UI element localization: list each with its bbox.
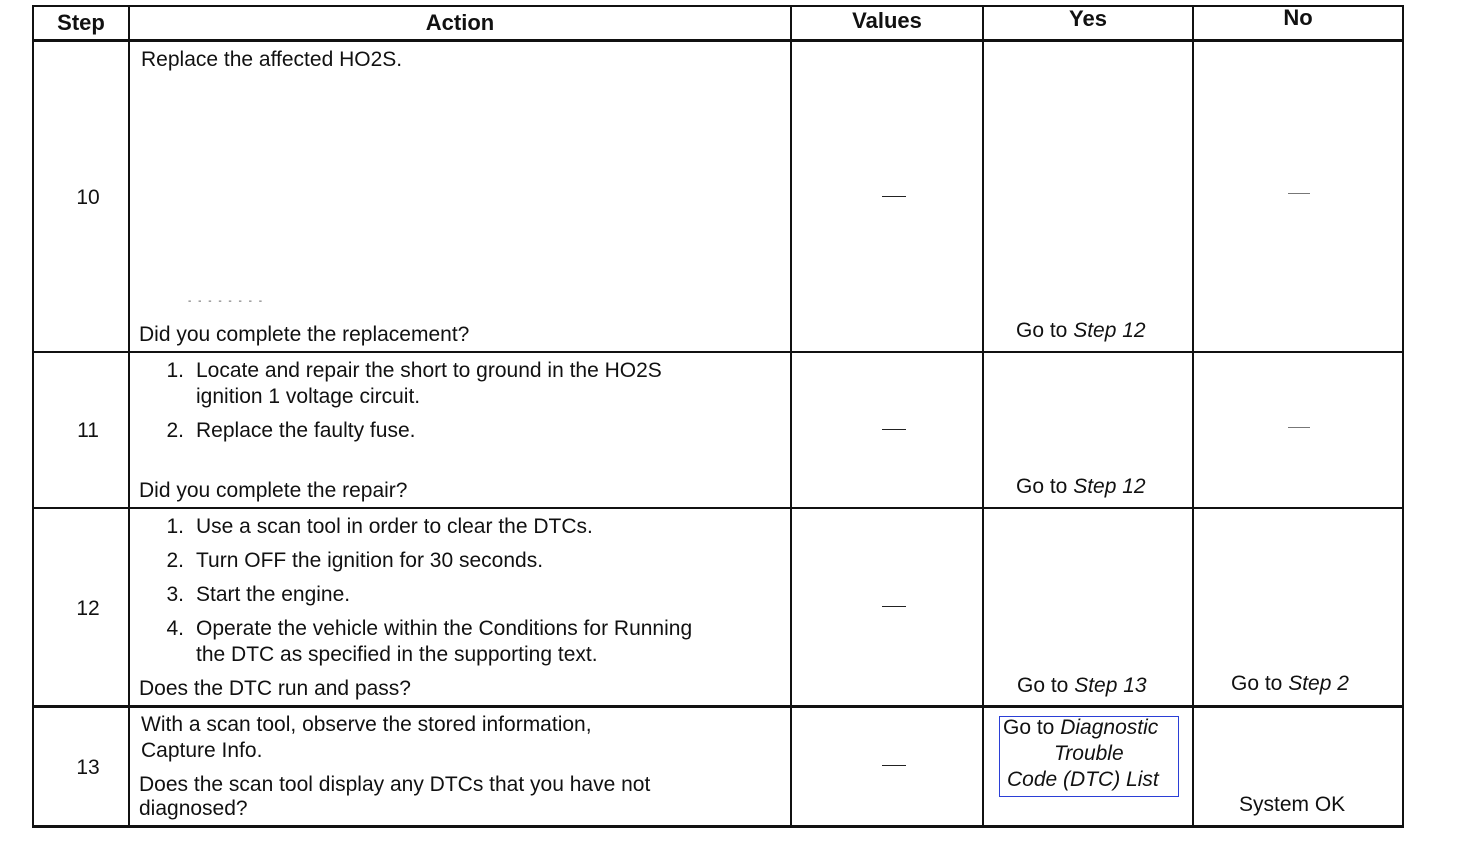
row-13-question-line-2: diagnosed? (139, 797, 248, 820)
values-yes-divider (982, 5, 984, 828)
row-10-question: Did you complete the replacement? (139, 323, 470, 346)
row-10-action: Replace the affected HO2S. (141, 48, 403, 71)
row-11-question: Did you complete the repair? (139, 479, 408, 502)
row-12-item-3-line-1: Start the engine. (196, 583, 351, 606)
row-12-values-dash (882, 606, 906, 607)
row-13-yes-line-1: Go to Diagnostic (1003, 716, 1159, 739)
row-12-step: 12 (76, 597, 100, 620)
row-13-yes-line-3: Code (DTC) List (1007, 768, 1159, 791)
header-step: Step (57, 10, 105, 35)
row-10-yes-link[interactable]: Step 12 (1073, 319, 1146, 342)
row-13-question-line-1: Does the scan tool display any DTCs that you have not (139, 773, 651, 796)
row-12-no: Go to Step 2 (1231, 672, 1349, 695)
row-13-step: 13 (76, 756, 100, 779)
row-12-item-4-num: 4. (166, 617, 184, 640)
row-12-item-2-line-1: Turn OFF the ignition for 30 seconds. (196, 549, 544, 572)
row-13-yes-line-2: Trouble (1054, 742, 1124, 765)
row-13-action-line-2: Capture Info. (141, 739, 263, 762)
row-10-yes: Go to Step 12 (1016, 319, 1146, 342)
row-11-item-1-num: 1. (166, 359, 184, 382)
table-bottom-border (32, 825, 1404, 828)
row-12-yes-link[interactable]: Step 13 (1074, 674, 1147, 697)
row-11-item-2-num: 2. (166, 419, 184, 442)
header-values: Values (852, 8, 922, 33)
header-action: Action (425, 10, 495, 35)
row-12-yes: Go to Step 13 (1017, 674, 1147, 697)
scan-artifact: - - - - - - - - (188, 296, 265, 307)
row-12-question: Does the DTC run and pass? (139, 677, 411, 700)
header-yes: Yes (1069, 6, 1107, 31)
row-11-item-1-line-1: Locate and repair the short to ground in the HO2S (196, 359, 662, 382)
header-bottom-border (32, 39, 1404, 42)
row-13-values-dash (882, 765, 906, 766)
yes-no-divider (1192, 5, 1194, 828)
row-11-bottom-border (32, 507, 1404, 509)
row-11-item-1-line-2: ignition 1 voltage circuit. (196, 385, 421, 408)
row-10-values-dash (882, 196, 906, 197)
table-right-border (1402, 5, 1404, 828)
row-10-no-dash (1288, 193, 1310, 194)
row-13-no: System OK (1239, 793, 1346, 816)
row-13-action-line-1: With a scan tool, observe the stored information, (141, 713, 592, 736)
row-10-bottom-border (32, 351, 1404, 353)
header-no: No (1283, 5, 1313, 30)
row-12-no-link[interactable]: Step 2 (1288, 672, 1349, 695)
row-11-values-dash (882, 429, 906, 430)
row-11-no-dash (1288, 427, 1310, 428)
step-action-divider (128, 5, 130, 828)
row-12-item-3-num: 3. (166, 583, 184, 606)
row-12-item-4-line-2: the DTC as specified in the supporting text. (196, 643, 598, 666)
table-left-border (32, 5, 34, 828)
row-12-item-1-line-1: Use a scan tool in order to clear the DTCs. (196, 515, 593, 538)
row-12-bottom-border (32, 705, 1404, 708)
row-12-item-2-num: 2. (166, 549, 184, 572)
row-11-item-2-line-1: Replace the faulty fuse. (196, 419, 416, 442)
action-values-divider (790, 5, 792, 828)
row-11-yes: Go to Step 12 (1016, 475, 1146, 498)
row-11-yes-link[interactable]: Step 12 (1073, 475, 1146, 498)
row-12-item-4-line-1: Operate the vehicle within the Conditions for Running (196, 617, 693, 640)
row-10-step: 10 (76, 186, 100, 209)
row-11-step: 11 (77, 419, 99, 442)
row-12-item-1-num: 1. (166, 515, 184, 538)
